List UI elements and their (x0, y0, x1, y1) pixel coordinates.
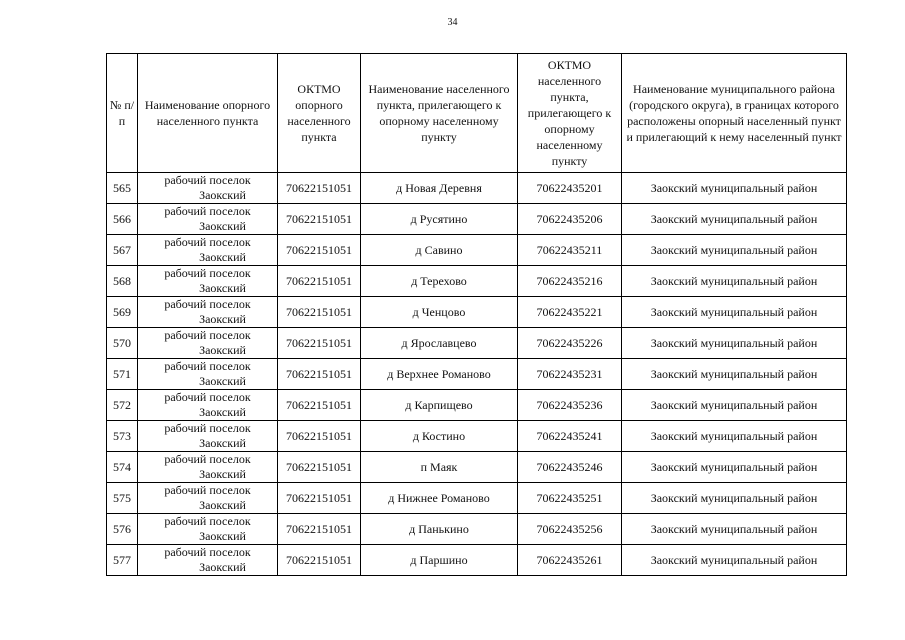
support-settlement (138, 421, 278, 452)
support-oktmo: 70622151051 (278, 328, 361, 359)
support-oktmo: 70622151051 (278, 297, 361, 328)
support-settlement-type: рабочий поселок (164, 390, 251, 404)
table-row (107, 328, 847, 359)
support-settlement-name: Заокский (199, 405, 246, 419)
support-oktmo: 70622151051 (278, 266, 361, 297)
support-settlement-name: Заокский (199, 188, 246, 202)
support-settlement (138, 514, 278, 545)
support-settlement-type: рабочий поселок (164, 328, 251, 342)
table-row (107, 173, 847, 204)
row-number: 568 (107, 266, 138, 297)
adjacent-oktmo: 70622435206 (518, 204, 622, 235)
support-oktmo: 70622151051 (278, 235, 361, 266)
support-settlement-name: Заокский (199, 312, 246, 326)
support-settlement (138, 173, 278, 204)
adjacent-oktmo: 70622435236 (518, 390, 622, 421)
support-settlement-name: Заокский (199, 343, 246, 357)
row-number: 566 (107, 204, 138, 235)
header-support-settlement: Наименование опорного населенного пункта (138, 54, 278, 173)
support-settlement (138, 204, 278, 235)
district: Заокский муниципальный район (622, 359, 847, 390)
support-settlement (138, 390, 278, 421)
table-row (107, 483, 847, 514)
support-settlement (138, 452, 278, 483)
row-number: 577 (107, 545, 138, 576)
row-number: 570 (107, 328, 138, 359)
table-row (107, 266, 847, 297)
district: Заокский муниципальный район (622, 390, 847, 421)
district: Заокский муниципальный район (622, 235, 847, 266)
table-row (107, 545, 847, 576)
header-adjacent-settlement: Наименование населенного пункта, прилегающего к опорному населенному пункту (361, 54, 518, 173)
adjacent-oktmo: 70622435246 (518, 452, 622, 483)
row-number: 571 (107, 359, 138, 390)
support-oktmo: 70622151051 (278, 483, 361, 514)
support-settlement-type: рабочий поселок (164, 266, 251, 280)
adjacent-settlement: д Карпищево (361, 390, 518, 421)
adjacent-settlement: д Савино (361, 235, 518, 266)
table-row (107, 235, 847, 266)
support-settlement-type: рабочий поселок (164, 514, 251, 528)
district: Заокский муниципальный район (622, 204, 847, 235)
table-row (107, 204, 847, 235)
table-row (107, 421, 847, 452)
header-adjacent-oktmo: ОКТМО населенного пункта, прилегающего к опорному населенному пункту (518, 54, 622, 173)
adjacent-oktmo: 70622435261 (518, 545, 622, 576)
table-row (107, 452, 847, 483)
support-settlement-type: рабочий поселок (164, 545, 251, 559)
support-oktmo: 70622151051 (278, 173, 361, 204)
row-number: 569 (107, 297, 138, 328)
adjacent-settlement: д Нижнее Романово (361, 483, 518, 514)
support-oktmo: 70622151051 (278, 204, 361, 235)
adjacent-settlement: д Ченцово (361, 297, 518, 328)
support-settlement-name: Заокский (199, 436, 246, 450)
row-number: 575 (107, 483, 138, 514)
adjacent-oktmo: 70622435221 (518, 297, 622, 328)
support-settlement-name: Заокский (199, 250, 246, 264)
row-number: 572 (107, 390, 138, 421)
adjacent-settlement: д Ярославцево (361, 328, 518, 359)
row-number: 573 (107, 421, 138, 452)
adjacent-settlement: д Верхнее Романово (361, 359, 518, 390)
district: Заокский муниципальный район (622, 483, 847, 514)
table-row (107, 359, 847, 390)
adjacent-oktmo: 70622435201 (518, 173, 622, 204)
district: Заокский муниципальный район (622, 328, 847, 359)
support-settlement-type: рабочий поселок (164, 204, 251, 218)
adjacent-oktmo: 70622435211 (518, 235, 622, 266)
support-oktmo: 70622151051 (278, 421, 361, 452)
support-settlement-type: рабочий поселок (164, 297, 251, 311)
district: Заокский муниципальный район (622, 514, 847, 545)
header-district: Наименование муниципального района (городского округа), в границах которого расположены опорный населенный пункт и прилегающий к нему населенный пункт (622, 54, 847, 173)
support-settlement-name: Заокский (199, 374, 246, 388)
adjacent-settlement: д Терехово (361, 266, 518, 297)
district: Заокский муниципальный район (622, 266, 847, 297)
district: Заокский муниципальный район (622, 421, 847, 452)
support-settlement-type: рабочий поселок (164, 235, 251, 249)
support-settlement-name: Заокский (199, 467, 246, 481)
header-number: № п/п (107, 54, 138, 173)
adjacent-settlement: п Маяк (361, 452, 518, 483)
row-number: 576 (107, 514, 138, 545)
support-settlement-name: Заокский (199, 281, 246, 295)
support-settlement-type: рабочий поселок (164, 359, 251, 373)
adjacent-settlement: д Новая Деревня (361, 173, 518, 204)
adjacent-oktmo: 70622435231 (518, 359, 622, 390)
adjacent-settlement: д Русятино (361, 204, 518, 235)
table-row (107, 514, 847, 545)
header-support-oktmo: ОКТМО опорного населенного пункта (278, 54, 361, 173)
adjacent-settlement: д Панькино (361, 514, 518, 545)
support-settlement-name: Заокский (199, 529, 246, 543)
support-settlement-name: Заокский (199, 560, 246, 574)
adjacent-oktmo: 70622435251 (518, 483, 622, 514)
table-row (107, 297, 847, 328)
support-settlement (138, 235, 278, 266)
support-oktmo: 70622151051 (278, 545, 361, 576)
table-header-row (107, 54, 847, 173)
adjacent-oktmo: 70622435256 (518, 514, 622, 545)
support-settlement (138, 359, 278, 390)
row-number: 567 (107, 235, 138, 266)
page-number: 34 (447, 17, 458, 28)
support-settlement-type: рабочий поселок (164, 452, 251, 466)
support-settlement (138, 545, 278, 576)
support-oktmo: 70622151051 (278, 359, 361, 390)
support-settlement-name: Заокский (199, 219, 246, 233)
support-settlement-type: рабочий поселок (164, 173, 251, 187)
settlements-table (106, 53, 847, 576)
support-oktmo: 70622151051 (278, 390, 361, 421)
row-number: 574 (107, 452, 138, 483)
support-settlement (138, 328, 278, 359)
district: Заокский муниципальный район (622, 173, 847, 204)
support-settlement-type: рабочий поселок (164, 421, 251, 435)
support-settlement (138, 297, 278, 328)
support-settlement-name: Заокский (199, 498, 246, 512)
table-body (107, 173, 847, 576)
district: Заокский муниципальный район (622, 297, 847, 328)
adjacent-oktmo: 70622435216 (518, 266, 622, 297)
district: Заокский муниципальный район (622, 452, 847, 483)
adjacent-oktmo: 70622435241 (518, 421, 622, 452)
adjacent-settlement: д Костино (361, 421, 518, 452)
table-row (107, 390, 847, 421)
support-settlement (138, 483, 278, 514)
district: Заокский муниципальный район (622, 545, 847, 576)
row-number: 565 (107, 173, 138, 204)
adjacent-settlement: д Паршино (361, 545, 518, 576)
support-oktmo: 70622151051 (278, 452, 361, 483)
support-oktmo: 70622151051 (278, 514, 361, 545)
support-settlement (138, 266, 278, 297)
support-settlement-type: рабочий поселок (164, 483, 251, 497)
adjacent-oktmo: 70622435226 (518, 328, 622, 359)
